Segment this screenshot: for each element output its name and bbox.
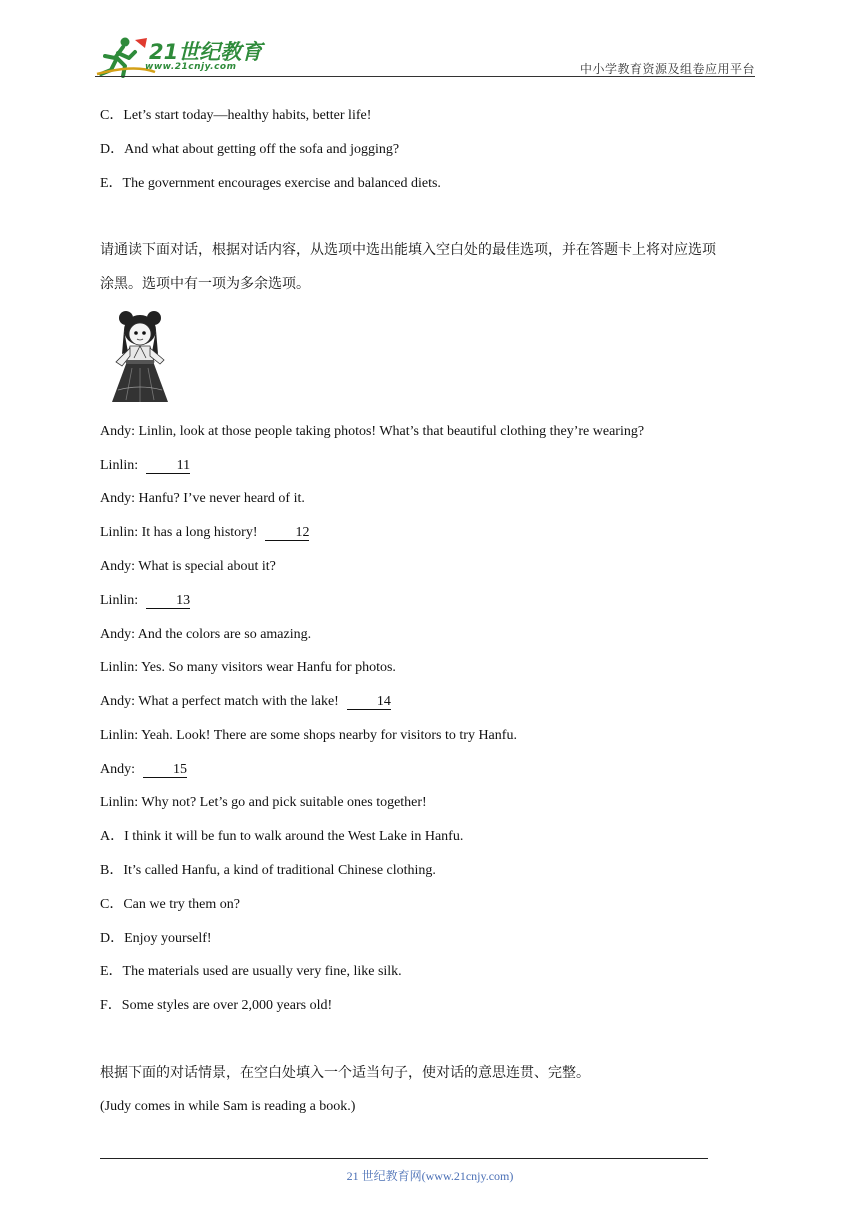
section3-instruction: 根据下面的对话情景，在空白处填入一个适当句子，使对话的意思连贯、完整。 <box>100 1065 590 1081</box>
dialogue-line <box>100 626 311 644</box>
option-e-top: E．The government encourages exercise and balanced diets. <box>100 176 441 191</box>
dialogue-text: Linlin: It has a long history! <box>100 525 258 540</box>
dialogue-line <box>100 558 276 576</box>
section2-instruction-line1: 请通读下面对话，根据对话内容，从选项中选出能填入空白处的最佳选项，并在答题卡上将对应选项 <box>100 242 716 258</box>
option-d-top: D．And what about getting off the sofa and jogging? <box>100 142 400 157</box>
logo-main-text: 21世纪教育 <box>149 40 263 64</box>
dialogue-line <box>100 457 190 475</box>
dialogue-line <box>100 423 644 441</box>
dialogue-text: Linlin: Why not? Let’s go and pick suitable ones together! <box>100 795 427 810</box>
option-a: A．I think it will be fun to walk around the West Lake in Hanfu. <box>100 829 464 844</box>
option-e: E．The materials used are usually very fine, like silk. <box>100 964 402 979</box>
dialogue-line <box>100 490 305 508</box>
option-d: D．Enjoy yourself! <box>100 931 212 946</box>
page-header <box>95 30 755 78</box>
dialogue-text: Linlin: Yeah. Look! There are some shops nearby for visitors to try Hanfu. <box>100 728 517 743</box>
answer-blank-15[interactable]: 15 <box>143 762 187 778</box>
dialogue-text: Andy: And the colors are so amazing. <box>100 627 312 642</box>
dialogue-text: Andy: What a perfect match with the lake! <box>100 694 339 709</box>
answer-blank-13[interactable]: 13 <box>146 593 190 609</box>
answer-blank-12[interactable]: 12 <box>265 525 309 541</box>
dialogue-line <box>100 794 427 812</box>
footer-text[interactable]: 21 世纪教育网(www.21cnjy.com) <box>346 1169 514 1183</box>
dialogue-text: Andy: What is special about it? <box>100 559 276 574</box>
dialogue-text: Andy: <box>100 762 135 777</box>
dialogue-text: Linlin: <box>100 458 139 473</box>
logo <box>95 34 275 78</box>
dialogue-line <box>100 524 309 542</box>
dialogue-text: Andy: Hanfu? I’ve never heard of it. <box>100 491 305 506</box>
dialogue-text: Linlin: <box>100 593 139 608</box>
answer-blank-11[interactable]: 11 <box>146 458 190 474</box>
header-divider <box>95 76 755 77</box>
dialogue-text: Linlin: Yes. So many visitors wear Hanfu for photos. <box>100 660 396 675</box>
dialogue-text: Andy: Linlin, look at those people taking photos! What’s that beautiful clothing they’re wearing? <box>100 424 645 439</box>
option-b: B．It’s called Hanfu, a kind of traditional Chinese clothing. <box>100 863 436 878</box>
footer-divider <box>100 1158 708 1159</box>
dialogue-line <box>100 727 517 745</box>
dialogue-line <box>100 761 187 779</box>
option-c-top: C．Let’s start today—healthy habits, better life! <box>100 108 372 123</box>
dialogue-line <box>100 693 391 711</box>
section3-context: (Judy comes in while Sam is reading a book.) <box>100 1099 356 1114</box>
dialogue-line <box>100 592 190 610</box>
dialogue-line <box>100 659 396 677</box>
hanfu-girl-illustration <box>106 306 182 406</box>
logo-url-text: www.21cnjy.com <box>145 62 237 72</box>
option-f: F．Some styles are over 2,000 years old! <box>100 998 333 1013</box>
section2-instruction-line2: 涂黑。选项中有一项为多余选项。 <box>100 276 310 292</box>
answer-blank-14[interactable]: 14 <box>347 694 391 710</box>
option-c: C．Can we try them on? <box>100 897 240 912</box>
header-platform-text: 中小学教育资源及组卷应用平台 <box>579 62 755 76</box>
